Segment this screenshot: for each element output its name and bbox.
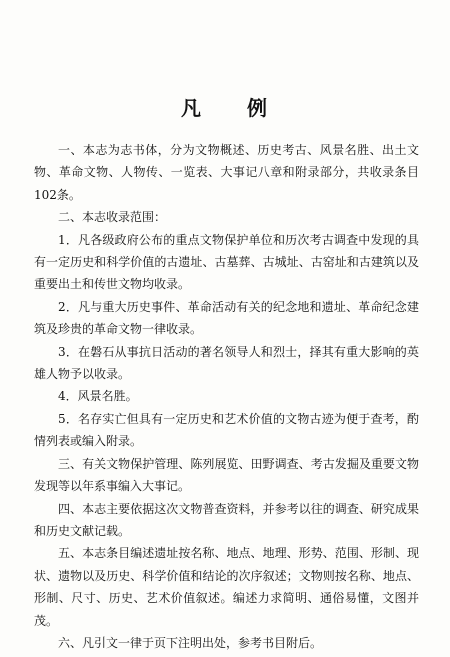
document-body [34,139,419,654]
paragraph-scope-item-5: 5．名存实亡但具有一定历史和艺术价值的文物古迹为便于查考，酌情列表或编入附录。 [34,411,419,449]
paragraph-citations: 六、凡引文一律于页下注明出处，参考书目附后。 [58,635,323,650]
paragraph-chronicle: 三、有关文物保护管理、陈列展览、田野调查、考古发掘及重要文物发现等以年系事编入大事记。 [34,456,419,494]
paragraph-scope-item-4: 4．风景名胜。 [58,389,138,404]
paragraph-scope-item-1: 1．凡各级政府公布的重点文物保护单位和历次考古调查中发现的具有一定历史和科学价值的古遗址、古墓葬、古城址、古窑址和古建筑以及重要出土和传世文物均收录。 [34,232,419,292]
paragraph-sources: 四、本志主要依据这次文物普查资料，并参考以往的调查、研究成果和历史文献记载。 [34,501,419,538]
paragraph-structure: 一、本志为志书体，分为文物概述、历史考古、风景名胜、出土文物、革命文物、人物传、一览表、大事记八章和附录部分，共收录条目102条。 [34,143,419,202]
title-char-1: 凡 [181,96,203,120]
page-title [0,92,450,121]
paragraph-entry-format: 五、本志条目编述遗址按名称、地点、地理、形势、范围、形制、现状、遗物以及历史、科学价值和结论的次序叙述；文物则按名称、地点、形制、尺寸、历史、艺术价值叙述。编述力求简明、通俗易懂，文图并茂。 [34,546,419,628]
paragraph-scope-item-2: 2．凡与重大历史事件、革命活动有关的纪念地和遗址、革命纪念建筑及珍贵的革命文物一律收录。 [34,299,419,337]
paragraph-scope-item-3: 3．在磐石从事抗日活动的著名领导人和烈士，择其有重大影响的英雄人物予以收录。 [34,344,419,382]
title-char-2: 例 [247,96,269,120]
paragraph-scope-heading: 二、本志收录范围： [58,210,167,225]
